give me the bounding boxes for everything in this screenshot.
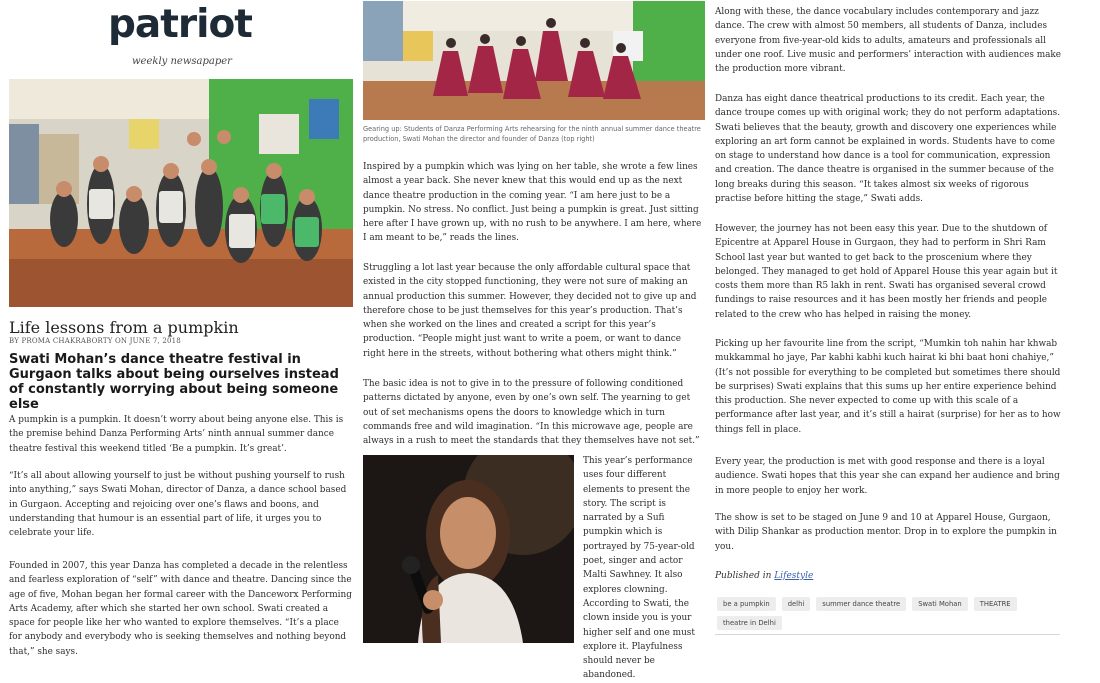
tag-summer-dance-theatre[interactable]: summer dance theatre bbox=[816, 597, 906, 611]
paragraph-11: Picking up her favourite line from the script, “Mumkin toh nahin har khwab mukkammal ho jaye, Par kabhi kabhi kuch hairat ki bhi baat honi chahiye,” (It’s not possible for everything to be completed but sometimes there should be surprises) Swati explains that this sums up her entire experience behind this production. She never expected to come up with this scale of a performance after last year, and it’s still a hairat (surprise) for her as to how things fell in place. bbox=[715, 339, 1061, 435]
tag-theatre-in-delhi[interactable]: theatre in Delhi bbox=[717, 616, 782, 630]
tag-swati-mohan[interactable]: Swati Mohan bbox=[912, 597, 968, 611]
rehearsal-photo bbox=[363, 1, 705, 120]
article-deck: Swati Mohan’s dance theatre festival in Gurgaon talks about being ourselves instead of constantly worrying about being someone else bbox=[9, 352, 339, 412]
article-byline: BY PROMA CHAKRABORTY ON JUNE 7, 2018 bbox=[9, 337, 181, 345]
paragraph-1: A pumpkin is a pumpkin. It doesn’t worry about being anyone else. This is the premise behind Danza Performing Arts’ ninth annual summer dance theatre festival this weekend titled ‘Be a pumpkin. It’s great’. bbox=[9, 415, 344, 454]
paragraph-2: “It’s all about allowing yourself to just be without pushing yourself to rush into anything,” says Swati Mohan, director of Danza, a dance school based in Gurgaon. Accepting and rejoicing over one’s flaws and boons, and understanding that humour is an essential part of life, it urges you to celebrate your life. bbox=[9, 471, 347, 539]
paragraph-10: However, the journey has not been easy this year. Due to the shutdown of Epicentre at Apparel House in Gurgaon, they had to perform in Shri Ram School last year but wanted to get back to the proscenium where they belonged. They managed to get hold of Apparel House this year again but it costs them more than R5 lakh in rent. Swati has organised several crowd fundings to raise resources and it has been mostly her friends and people related to the crew who has helped in raising the money. bbox=[715, 224, 1058, 320]
published-in bbox=[715, 571, 813, 581]
published-prefix: Published in bbox=[715, 571, 772, 581]
paragraph-12: Every year, the production is met with good response and there is a loyal audience. Swati hopes that this year she can expand her audience and bring in more people to enjoy her work. bbox=[715, 457, 1060, 496]
paragraph-7: This year’s performance uses four different elements to present the story. The script is narrated by a Sufi pumpkin which is portrayed by 75-year-old poet, singer and actor Malti Sawhney. It also explores clowning. According to Swati, the clown inside you is your higher self and one must explore it. Playfulness should never be abandoned. bbox=[583, 456, 695, 681]
paragraph-13: The show is set to be staged on June 9 and 10 at Apparel House, Gurgaon, with Dilip Shankar as production mentor. Drop in to explore the pumpkin in you. bbox=[715, 513, 1057, 552]
paragraph-8: Along with these, the dance vocabulary includes contemporary and jazz dance. The crew with almost 50 members, all students of Danza, includes everyone from five-year-old kids to adults, amateurs and professionals all under one roof. Live music and performers’ interaction with audiences make the production more vibrant. bbox=[715, 7, 1062, 75]
paragraph-5: Struggling a lot last year because the only affordable cultural space that existed in the city stopped functioning, they were not sure of making an annual production this summer. However, they decided not to give up and therefore chose to be just themselves for this year’s production. That’s when she worked on the lines and created a script for this year’s production. “People might just want to write a poem, or want to dance right here in the streets, without bothering what others might think.” bbox=[363, 263, 697, 359]
tag-list bbox=[717, 597, 1062, 630]
paragraph-4: Inspired by a pumpkin which was lying on her table, she wrote a few lines almost a year back. She never knew that this would end up as the next dance theatre production in the coming year. “I am here just to be a pumpkin. No stress. No conflict. Just being a pumpkin is great. Just sitting here after I have grown up, with no rush to be anywhere. I am here, where I am meant to be,” reads the lines. bbox=[363, 162, 702, 244]
divider bbox=[715, 634, 1060, 635]
image-caption: Gearing up: Students of Danza Performing Arts rehearsing for the ninth annual summer dance theatre production, Swati Mohan the director and founder of Danza (top right) bbox=[363, 125, 701, 143]
tag-delhi[interactable]: delhi bbox=[782, 597, 811, 611]
paragraph-6: The basic idea is not to give in to the pressure of following conditioned patterns dictated by anyone, even by one’s own self. The yearning to get out of set mechanisms opens the doors to knowledge which in turn commands free and wild imagination. “In this microwave age, people are always in a rush to meet the standards that they themselves have not set.” bbox=[363, 379, 700, 447]
paragraph-3: Founded in 2007, this year Danza has completed a decade in the relentless and fearless exploration of “self” with dance and theatre. Dancing since the age of five, Mohan began her formal career with the Danceworx Performing Arts Academy, after which she started her own school. Swati created a space for people like her who wanted to explore themselves. “It’s a place for anybody and everybody who is seeking themselves and nothing beyond that,” she says. bbox=[9, 561, 352, 657]
site-tagline: weekly newsapaper bbox=[132, 56, 232, 67]
tag-be-a-pumpkin[interactable]: be a pumpkin bbox=[717, 597, 776, 611]
site-logo[interactable]: patriot bbox=[108, 2, 252, 47]
paragraph-9: Danza has eight dance theatrical productions to its credit. Each year, the dance troupe comes up with original work; they do not perform adaptations. Swati believes that the beauty, growth and discovery one experiences while exploring an art form cannot be explained in words. Students have to come on stage to understand how dance is a tool for communication, expression and creation. The dance theatre is organised in the summer because of the long breaks during this season. “It takes almost six weeks of rigorous practise before hitting the stage,” Swati adds. bbox=[715, 94, 1061, 205]
tag-theatre[interactable]: THEATRE bbox=[974, 597, 1017, 611]
category-link-lifestyle[interactable]: Lifestyle bbox=[774, 571, 814, 581]
group-photo bbox=[9, 79, 353, 307]
portrait-photo bbox=[363, 455, 574, 643]
article-title[interactable]: Life lessons from a pumpkin bbox=[9, 318, 239, 337]
